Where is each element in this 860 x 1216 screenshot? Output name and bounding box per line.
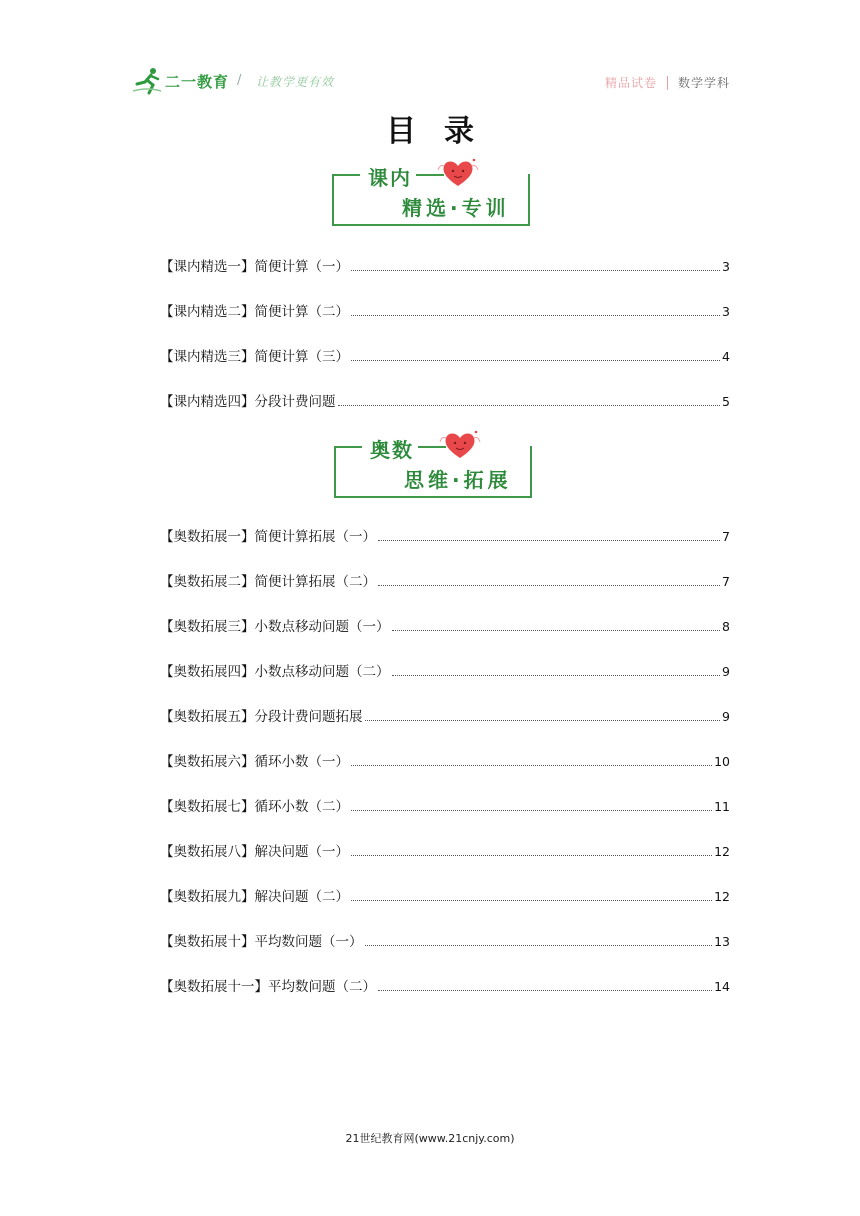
toc-entry-page: 12 <box>714 889 730 904</box>
toc-entry-label: 【奥数拓展七】循环小数（二） <box>160 799 349 815</box>
toc-entry-page: 9 <box>722 709 730 724</box>
toc-entry[interactable] <box>160 885 730 905</box>
toc-entry-label: 【奥数拓展四】小数点移动问题（二） <box>160 664 390 680</box>
toc-entry[interactable] <box>160 615 730 635</box>
toc-leader <box>365 719 721 721</box>
toc-leader <box>351 359 720 361</box>
toc-entry[interactable] <box>160 390 730 410</box>
toc-entry[interactable] <box>160 705 730 725</box>
toc-entry-label: 【奥数拓展十】平均数问题（一） <box>160 934 363 950</box>
toc-leader <box>351 854 712 856</box>
page-title: 目录 <box>386 114 502 149</box>
section-banner-1 <box>332 162 528 226</box>
toc-entry-page: 7 <box>722 574 730 589</box>
toc-leader <box>351 809 712 811</box>
toc-entry[interactable] <box>160 300 730 320</box>
header-slogan: 让教学更有效 <box>256 75 335 89</box>
toc-entry-page: 3 <box>722 304 730 319</box>
header-tag-subject: 数学学科 <box>677 76 730 90</box>
toc-entry-page: 5 <box>722 394 730 409</box>
header-right <box>605 74 730 91</box>
toc-entry-page: 13 <box>714 934 730 949</box>
toc-leader <box>365 944 713 946</box>
heart-icon <box>436 156 480 194</box>
banner-word-2: 精选·专训 <box>402 196 510 220</box>
toc-entry-label: 【奥数拓展十一】平均数问题（二） <box>160 979 376 995</box>
runner-logo-icon <box>133 67 163 95</box>
header-tag-quality: 精品试卷 <box>604 76 657 90</box>
toc-leader <box>351 899 712 901</box>
header-slash: / <box>237 73 242 88</box>
toc-leader <box>338 404 721 406</box>
toc-leader <box>378 584 720 586</box>
toc-leader <box>351 314 720 316</box>
toc-entry[interactable] <box>160 525 730 545</box>
toc-entry-label: 【课内精选一】简便计算（一） <box>160 259 349 275</box>
toc-entry-label: 【奥数拓展五】分段计费问题拓展 <box>160 709 363 725</box>
toc-entry[interactable] <box>160 795 730 815</box>
toc-entry-label: 【奥数拓展六】循环小数（一） <box>160 754 349 770</box>
banner-frame-top-left <box>334 446 362 448</box>
section-banner-2 <box>334 434 530 498</box>
toc-entry-page: 7 <box>722 529 730 544</box>
toc-leader <box>351 269 720 271</box>
toc-leader <box>392 629 721 631</box>
toc-leader <box>378 539 720 541</box>
toc-entry-label: 【课内精选三】简便计算（三） <box>160 349 349 365</box>
toc-leader <box>392 674 721 676</box>
toc-entry[interactable] <box>160 570 730 590</box>
page-header <box>0 0 860 110</box>
toc-entry[interactable] <box>160 255 730 275</box>
toc-entry-label: 【奥数拓展三】小数点移动问题（一） <box>160 619 390 635</box>
toc-entry-label: 【奥数拓展九】解决问题（二） <box>160 889 349 905</box>
toc-entry-page: 12 <box>714 844 730 859</box>
toc-entry-page: 11 <box>714 799 730 814</box>
toc-entry-label: 【课内精选四】分段计费问题 <box>160 394 336 410</box>
banner-frame-top-left <box>332 174 360 176</box>
toc-entry-page: 4 <box>722 349 730 364</box>
toc-entry[interactable] <box>160 750 730 770</box>
toc-entry-label: 【课内精选二】简便计算（二） <box>160 304 349 320</box>
toc-leader <box>378 989 712 991</box>
banner-word-1: 奥数 <box>370 438 414 462</box>
toc-entry-label: 【奥数拓展八】解决问题（一） <box>160 844 349 860</box>
toc-entry-page: 8 <box>722 619 730 634</box>
toc-entry-label: 【奥数拓展一】简便计算拓展（一） <box>160 529 376 545</box>
brand-logo <box>133 66 229 96</box>
toc-entry[interactable] <box>160 975 730 995</box>
toc-entry-page: 9 <box>722 664 730 679</box>
toc-entry[interactable] <box>160 660 730 680</box>
heart-icon <box>438 428 482 466</box>
toc-entry-label: 【奥数拓展二】简便计算拓展（二） <box>160 574 376 590</box>
page-footer: 21世纪教育网(www.21cnjy.com) <box>345 1132 515 1145</box>
banner-word-2: 思维·拓展 <box>404 468 512 492</box>
toc-leader <box>351 764 712 766</box>
toc-entry-page: 10 <box>714 754 730 769</box>
logo-text: 二一教育 <box>165 72 230 91</box>
toc-entry[interactable] <box>160 930 730 950</box>
toc-entry-page: 14 <box>714 979 730 994</box>
toc-entry[interactable] <box>160 840 730 860</box>
toc-entry[interactable] <box>160 345 730 365</box>
banner-word-1: 课内 <box>368 166 412 190</box>
header-divider <box>667 76 668 90</box>
toc-entry-page: 3 <box>722 259 730 274</box>
